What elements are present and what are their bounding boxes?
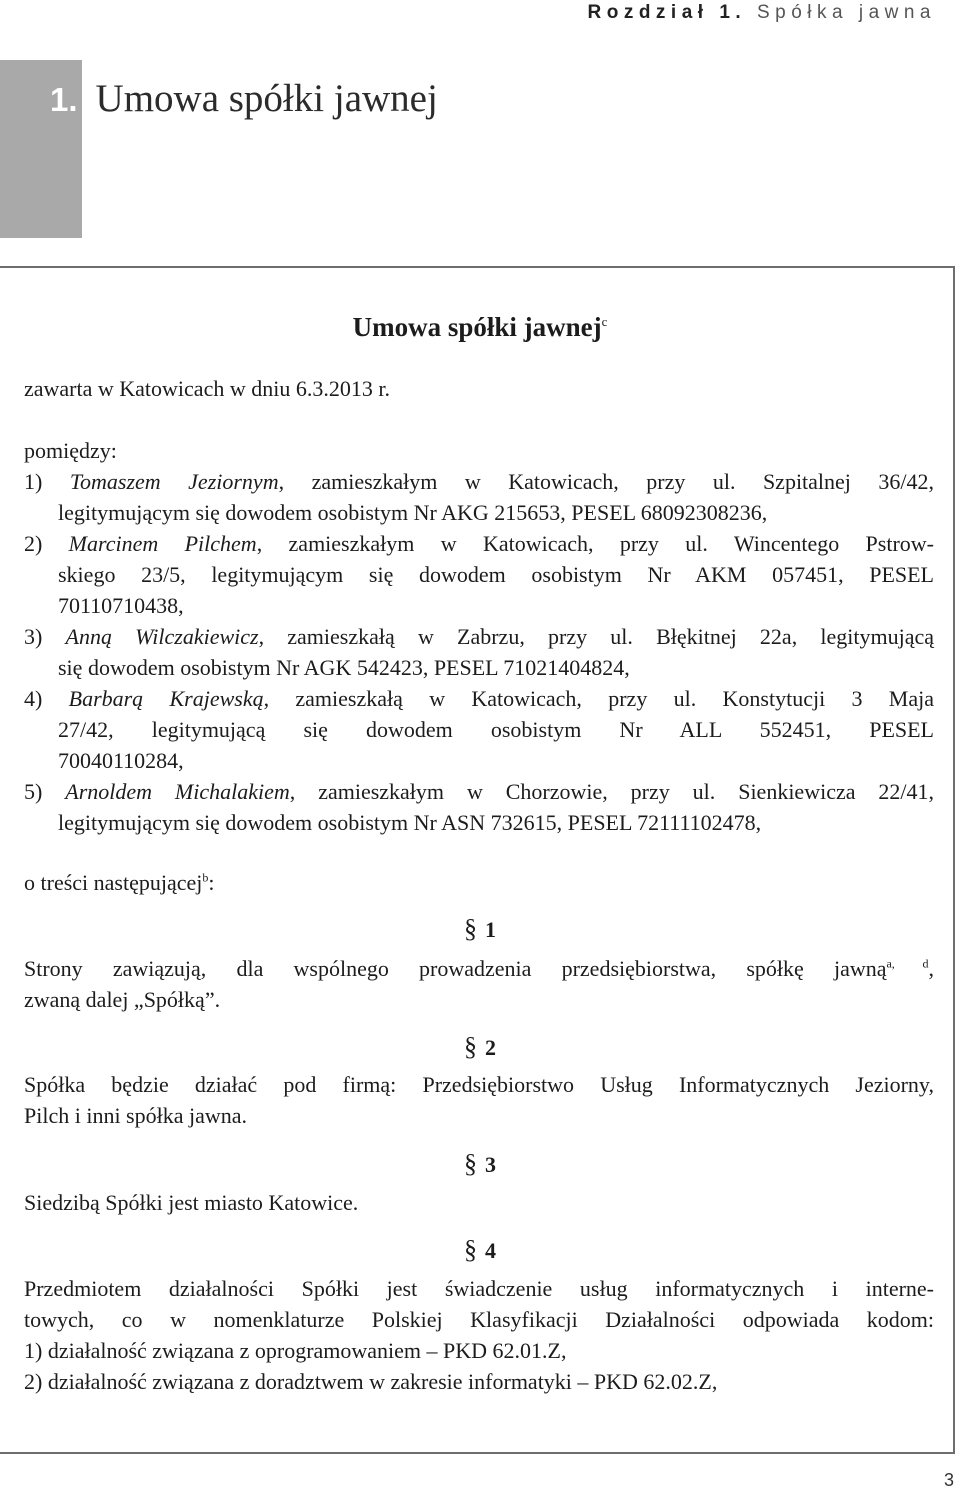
party-2-line-3: 70110710438, — [58, 593, 184, 618]
running-head-chapter-label: Rozdział 1. — [587, 2, 747, 23]
section-1-line-2: zwaną dalej „Spółką”. — [24, 987, 221, 1012]
footnote-ref-c: c — [601, 314, 608, 329]
section-3-heading: § 3 — [464, 1149, 496, 1178]
party-3-line-1: 3) Anną Wilczakiewicz, zamieszkałą w Zabrzu, przy ul. Błękitnej 22a, legitymującą — [24, 624, 934, 649]
section-1-line-1: Strony zawiązują, dla wspólnego prowadzenia przedsiębiorstwa, spółkę jawną$^{a, d}$, — [24, 956, 934, 981]
footnote-ref-ad: a, d — [886, 956, 929, 971]
section-4-line-3: 1) działalność związana z oprogramowaniem – PKD 62.01.Z, — [24, 1338, 567, 1363]
section-4-heading: § 4 — [464, 1235, 496, 1264]
party-5-name: Arnoldem Michalakiem — [65, 779, 290, 804]
chapter-heading — [50, 76, 438, 121]
party-1-line-1: 1) Tomaszem Jeziornym, zamieszkałym w Katowicach, przy ul. Szpitalnej 36/42, — [24, 469, 935, 494]
footnote-ref-b: b — [202, 870, 209, 885]
chapter-title: Umowa spółki jawnej — [95, 77, 438, 120]
party-3-name: Anną Wilczakiewicz — [65, 624, 259, 649]
section-4-line-2: towych, co w nomenklaturze Polskiej Klasyfikacji Działalności odpowiada kodom: — [24, 1307, 934, 1332]
party-1-name: Tomaszem Jeziornym — [69, 469, 279, 494]
section-2-line-2: Pilch i inni spółka jawna. — [24, 1103, 248, 1128]
document-title: Umowa spółki jawnej$^c$ — [352, 312, 608, 342]
running-head — [588, 2, 937, 24]
between-label: pomiędzy: — [24, 438, 117, 463]
running-head-chapter-name: Spółka jawna — [756, 2, 936, 23]
party-4-line-1: 4) Barbarą Krajewską, zamieszkałą w Katowicach, przy ul. Konstytucji 3 Maja — [24, 686, 934, 711]
content-intro: o treści następującej$^b$: — [24, 870, 215, 895]
party-4-line-2: 27/42, legitymującą się dowodem osobistym Nr ALL 552451, PESEL — [58, 717, 934, 742]
party-2-name: Marcinem Pilchem — [68, 531, 257, 556]
section-1-heading: § 1 — [464, 914, 496, 943]
party-5-line-1: 5) Arnoldem Michalakiem, zamieszkałym w Chorzowie, przy ul. Sienkiewicza 22/41, — [24, 779, 935, 804]
section-2-heading: § 2 — [464, 1032, 496, 1061]
chapter-number: 1. — [50, 81, 78, 118]
party-4-name: Barbarą Krajewską — [68, 686, 264, 711]
section-4-line-1: Przedmiotem działalności Spółki jest świadczenie usług informatycznych i interne- — [24, 1276, 934, 1301]
party-2-line-1: 2) Marcinem Pilchem, zamieszkałym w Katowicach, przy ul. Wincentego Pstrow- — [24, 531, 935, 556]
section-3-line-1: Siedzibą Spółki jest miasto Katowice. — [24, 1190, 359, 1215]
party-4-line-3: 70040110284, — [58, 748, 184, 773]
party-1-line-2: legitymującym się dowodem osobistym Nr AKG 215653, PESEL 68092308236, — [58, 500, 768, 525]
party-2-line-2: skiego 23/5, legitymującym się dowodem osobistym Nr AKM 057451, PESEL — [58, 562, 934, 587]
section-4-line-4: 2) działalność związana z doradztwem w zakresie informatyki – PKD 62.02.Z, — [24, 1369, 718, 1394]
section-2-line-1: Spółka będzie działać pod firmą: Przedsiębiorstwo Usług Informatycznych Jeziorny, — [24, 1072, 934, 1097]
party-3-line-2: się dowodem osobistym Nr AGK 542423, PESEL 71021404824, — [58, 655, 630, 680]
page-number: 3 — [943, 1470, 954, 1490]
place-date: zawarta w Katowicach w dniu 6.3.2013 r. — [24, 376, 390, 401]
party-5-line-2: legitymującym się dowodem osobistym Nr ASN 732615, PESEL 72111102478, — [58, 810, 762, 835]
